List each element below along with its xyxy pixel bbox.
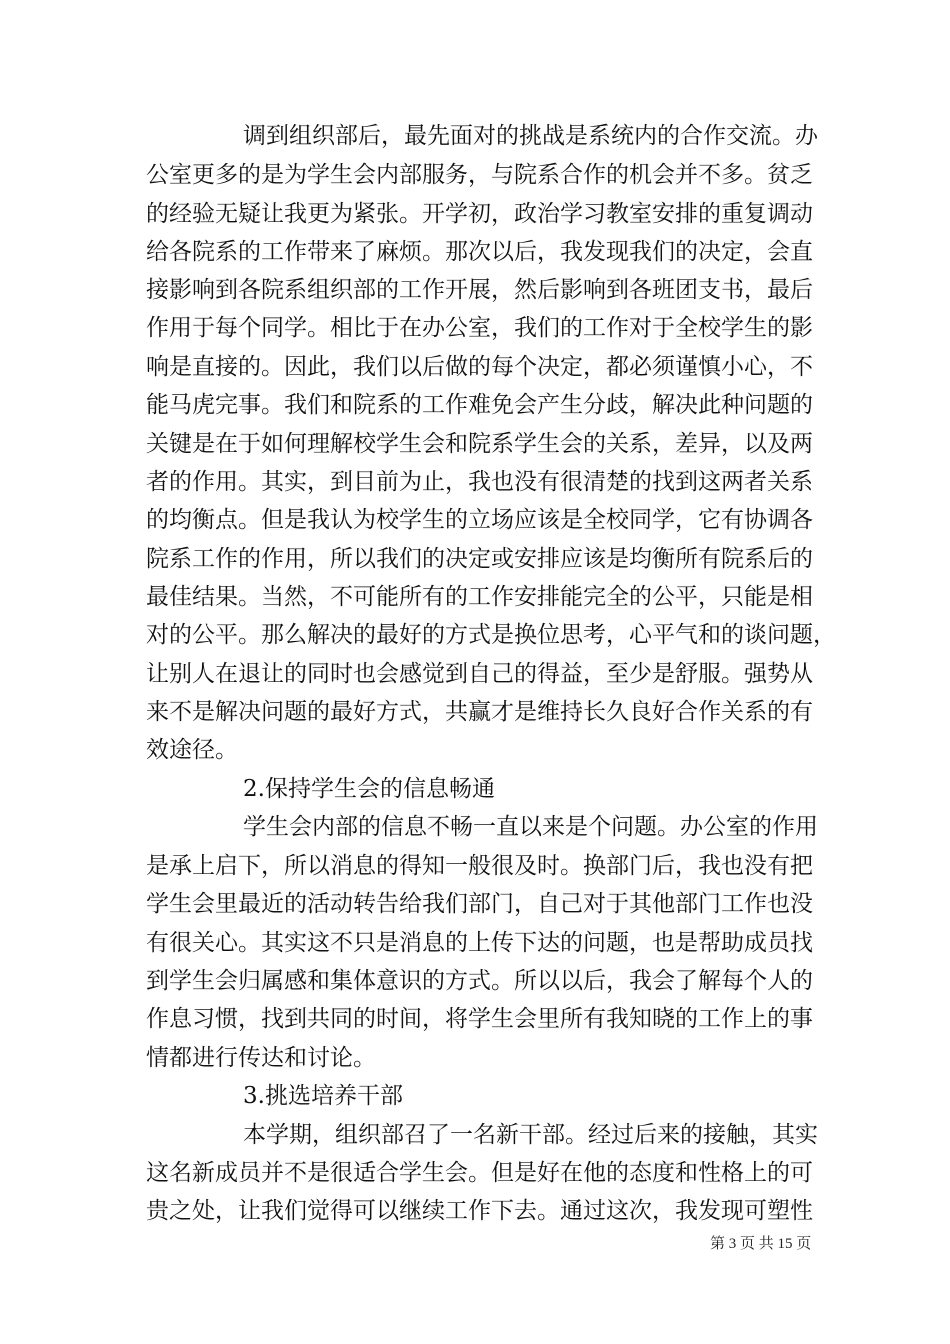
paragraph-line: 的均衡点。但是我认为校学生的立场应该是全校同学，它有协调各 — [146, 507, 813, 533]
paragraph-line: 响是直接的。因此，我们以后做的每个决定，都必须谨慎小心，不 — [146, 354, 813, 380]
paragraph-line: 院系工作的作用，所以我们的决定或安排应该是均衡所有院系后的 — [146, 546, 813, 572]
paragraph-line: 最佳结果。当然，不可能所有的工作安排能完全的公平，只能是相 — [146, 584, 813, 610]
paragraph-line: 公室更多的是为学生会内部服务，与院系合作的机会并不多。贫乏 — [146, 162, 813, 188]
paragraph-line: 效途径。 — [146, 737, 238, 763]
paragraph-line: 是承上启下，所以消息的得知一般很及时。换部门后，我也没有把 — [146, 853, 813, 879]
paragraph-line: 到学生会归属感和集体意识的方式。所以以后，我会了解每个人的 — [146, 968, 813, 994]
paragraph-line: 调到组织部后，最先面对的挑战是系统内的合作交流。办 — [243, 123, 818, 149]
paragraph-line: 学生会里最近的活动转告给我们部门，自己对于其他部门工作也没 — [146, 891, 813, 917]
paragraph-line: 本学期，组织部召了一名新干部。经过后来的接触，其实 — [243, 1122, 818, 1148]
paragraph-line: 这名新成员并不是很适合学生会。但是好在他的态度和性格上的可 — [146, 1160, 813, 1186]
paragraph-line: 贵之处，让我们觉得可以继续工作下去。通过这次，我发现可塑性 — [146, 1198, 813, 1224]
paragraph-line: 的经验无疑让我更为紧张。开学初，政治学习教室安排的重复调动 — [146, 201, 813, 227]
paragraph-line: 能马虎完事。我们和院系的工作难免会产生分歧，解决此种问题的 — [146, 392, 813, 418]
paragraph-line: 作息习惯，找到共同的时间，将学生会里所有我知晓的工作上的事 — [146, 1006, 813, 1032]
section-heading: 3.挑选培养干部 — [243, 1083, 403, 1109]
paragraph-line: 情都进行传达和讨论。 — [146, 1045, 376, 1071]
paragraph-line: 有很关心。其实这不只是消息的上传下达的问题，也是帮助成员找 — [146, 930, 813, 956]
paragraph-line: 来不是解决问题的最好方式，共赢才是维持长久良好合作关系的有 — [146, 699, 813, 725]
paragraph-line: 学生会内部的信息不畅一直以来是个问题。办公室的作用 — [243, 814, 818, 840]
paragraph-line: 对的公平。那么解决的最好的方式是换位思考，心平气和的谈问题， — [146, 622, 836, 648]
paragraph-line: 接影响到各院系组织部的工作开展，然后影响到各班团支书，最后 — [146, 277, 813, 303]
paragraph-line: 给各院系的工作带来了麻烦。那次以后，我发现我们的决定，会直 — [146, 239, 813, 265]
paragraph-line: 关键是在于如何理解校学生会和院系学生会的关系，差异，以及两 — [146, 431, 813, 457]
paragraph-line: 者的作用。其实，到目前为止，我也没有很清楚的找到这两者关系 — [146, 469, 813, 495]
page-number-footer: 第 3 页 共 15 页 — [710, 1236, 812, 1252]
paragraph-line: 让别人在退让的同时也会感觉到自己的得益，至少是舒服。强势从 — [146, 661, 813, 687]
section-heading: 2.保持学生会的信息畅通 — [243, 776, 495, 802]
paragraph-line: 作用于每个同学。相比于在办公室，我们的工作对于全校学生的影 — [146, 315, 813, 341]
